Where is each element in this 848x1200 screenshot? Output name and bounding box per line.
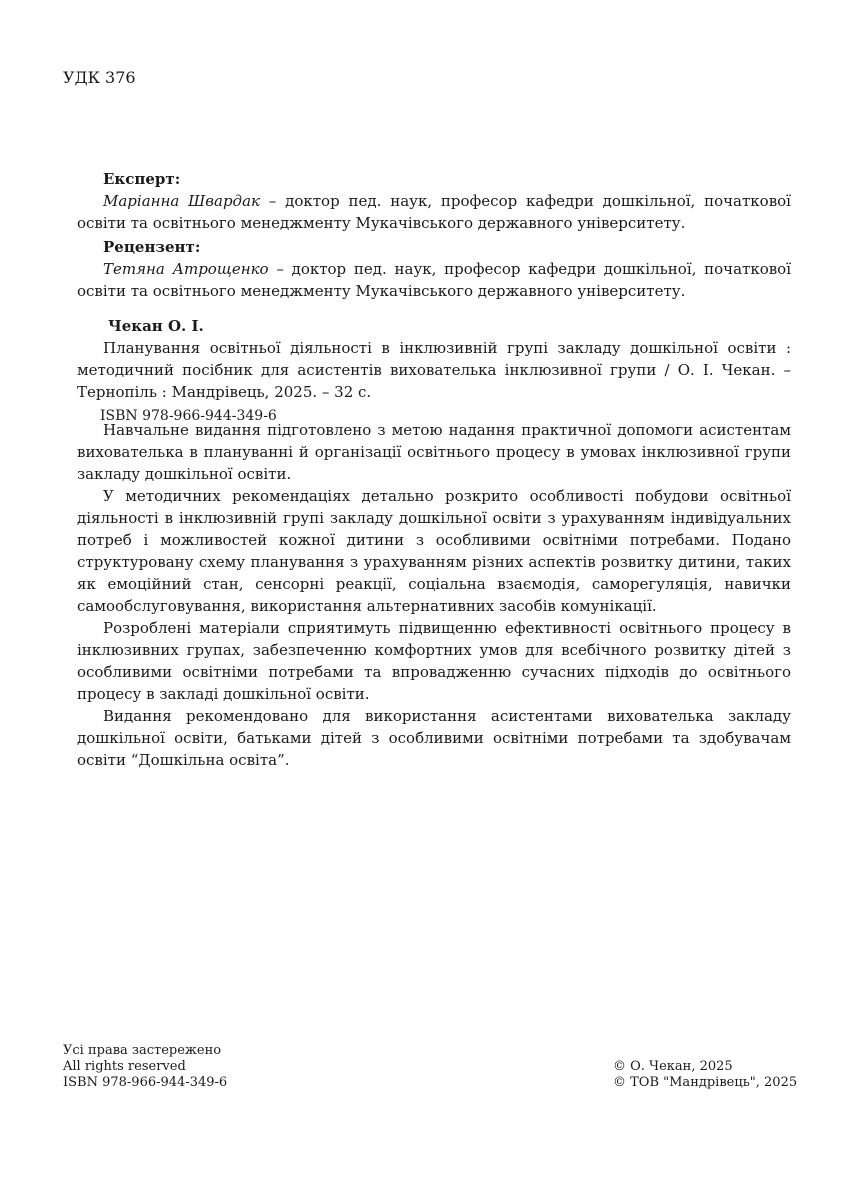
rights-ukrainian: Усі права застережено — [63, 1043, 222, 1058]
abstract-paragraph: Видання рекомендовано для використання асистентами вихователька закладу дошкільної освіти, батьками дітей з особливими освітніми потребами та здобувачам освіти “Дошкільна освіта”. — [77, 707, 791, 769]
book-description: Планування освітньої діяльності в інклюзивній групі закладу дошкільної освіти : методичний посібник для асистентів вихователька інклюзивної групи / О. І. Чекан. – Тернопіль : Мандрівець, 2025. – 32 с. — [77, 339, 791, 401]
experts-block — [77, 168, 791, 304]
reviewer-name: Тетяна Атрощенко — [103, 260, 269, 278]
copyright-author: © О. Чекан, 2025 — [613, 1059, 733, 1074]
footer-copyright — [613, 1059, 797, 1091]
bibliographic-record — [77, 315, 791, 427]
abstract-paragraph: Навчальне видання підготовлено з метою надання практичної допомоги асистентам вихователька в плануванні й організації освітнього процесу в умовах інклюзивної групи закладу дошкільної освіти. — [77, 421, 791, 483]
abstract-paragraph: Розроблені матеріали сприятимуть підвищенню ефективності освітнього процесу в інклюзивних групах, забезпеченню комфортних умов для всебічного розвитку дітей з особливими освітніми потребами та впровадженню сучасних підходів до освітнього процесу в закладі дошкільної освіти. — [77, 619, 791, 703]
reviewer-description — [77, 258, 791, 302]
book-isbn: ISBN 978-966-944-349-6 — [100, 408, 277, 424]
expert-heading: Експерт: — [103, 170, 181, 188]
abstract-paragraph: У методичних рекомендаціях детально розкрито особливості побудови освітньої діяльності в інклюзивній групі закладу дошкільної освіти з урахуванням індивідуальних потреб і можливостей кожної дитини з особливими освітніми потребами. Подано структуровану схему планування з урахуванням різних аспектів розвитку дитини, таких як емоційний стан, сенсорні реакції, соціальна взаємодія, саморегуляція, навички самообслуговування, використання альтернативних засобів комунікації. — [77, 487, 791, 615]
udk-code: УДК 376 — [63, 68, 136, 87]
footer-isbn: ISBN 978-966-944-349-6 — [63, 1075, 228, 1090]
rights-english: All rights reserved — [63, 1059, 186, 1074]
abstract — [77, 419, 791, 771]
expert-details: – доктор пед. наук, професор кафедри дошкільної, початкової освіти та освітнього менеджменту Мукачівського державного університету. — [77, 192, 791, 232]
book-author: Чекан О. І. — [108, 317, 204, 335]
expert-name: Маріанна Швардак — [103, 192, 260, 210]
footer-rights — [63, 1043, 227, 1091]
copyright-publisher: © ТОВ "Мандрівець", 2025 — [613, 1075, 798, 1090]
reviewer-details: – доктор пед. наук, професор кафедри дошкільної, початкової освіти та освітнього менеджменту Мукачівського державного університету. — [77, 260, 791, 300]
reviewer-heading: Рецензент: — [103, 238, 201, 256]
expert-description — [77, 190, 791, 234]
